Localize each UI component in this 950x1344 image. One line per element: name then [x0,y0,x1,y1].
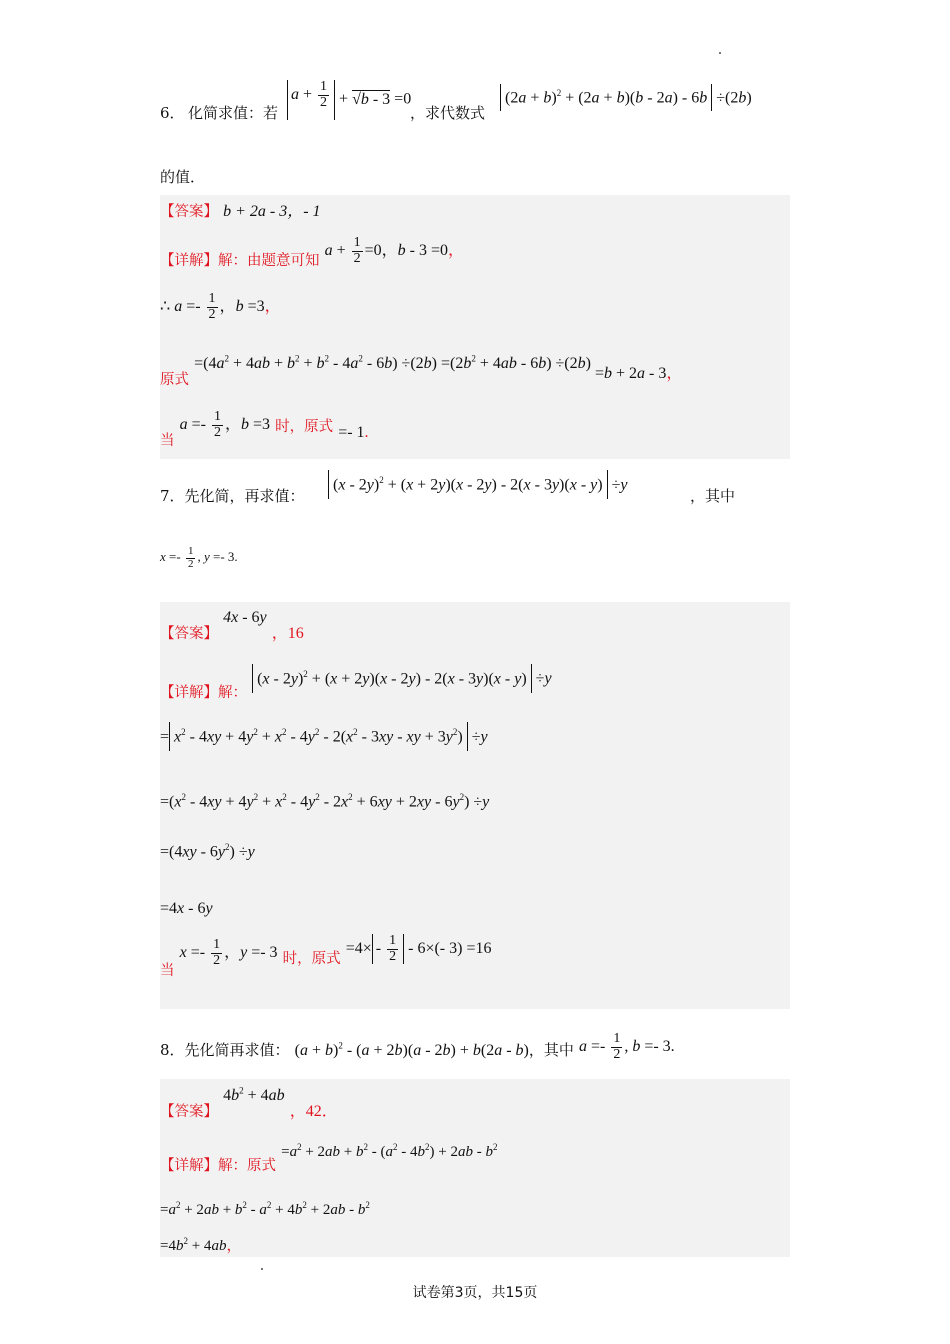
q8-answer-line: 【答案】 $4b^2 + 4ab$ ，42． [160,1085,338,1120]
line3-label: 原式 [160,372,189,388]
detail-lead: 解：由题意可知 [218,252,320,269]
q6-condition: a + $\frac{1}{2}$ + √b - 3 =0 [287,80,411,122]
when-label: 当 [160,432,175,449]
answer-value: ，16 [271,625,304,642]
question-lead: 化简求值：若 [188,104,279,122]
q6-answer-line [160,198,321,221]
answer-value: ，42． [289,1103,338,1120]
question-lead: 先化简，再求值： [184,487,305,505]
when-mid: 时，原式 [282,950,341,967]
detail-lead: 解：原式 [218,1158,276,1174]
q7-step2: = $x^2 - 4xy + 4y^2 + x^2 - 4y^2 - 2(x^2 - 3xy$ - xy + $3y^2) \div y$ [160,722,488,751]
q7-step3: $=(x^2 - 4xy + 4y^2 + x^2 - 4y^2 - 2x^2 + 6xy + 2xy - 6y^2) \div y$ [160,792,490,811]
q7-step5: =4x - 6y [160,900,213,917]
question-7-stem [160,485,305,506]
q7-last-line: 当 x =- $\frac{1}{2}$ ，y =- 3 时，原式 =4× - $\frac{1}{2}$ - 6×(- 3) =16 [160,933,492,979]
question-number: 6． [160,104,185,122]
answer-tag: 【答案】 [160,626,218,642]
question-8-stem: 8．先化简再求值： $(a + b)^2 - (a + 2b)(a - 2b) + b(2a - b)$，其中 a =- $\frac{1}{2}$ , b =- 3. [160,1031,675,1062]
q6-detail-line: 【详解】解：由题意可知 a + $\frac{1}{2}$ =0，b - 3 =0， [160,235,465,269]
q8-step3: $=4b^2 + 4ab$， [160,1236,242,1254]
question-lead: 先化简再求值： [184,1040,290,1059]
question-tail: 的值． [160,168,206,186]
question-tail: ，其中 [690,487,736,505]
answer-value: b + 2a - 3，- 1 [223,203,321,220]
q6-line4: 当 a =- $\frac{1}{2}$ ，b =3 时，原式 =- 1. [160,409,369,449]
question-mid: ，其中 [528,1040,574,1059]
question-mid: ，求代数式 [410,104,486,122]
question-number: 7． [160,487,185,505]
q7-given: x =- $\frac{1}{2}$ , y =- 3. [160,545,238,570]
detail-lead: 解： [218,685,247,702]
answer-expr: 4x - 6y [223,609,267,626]
scan-dot [719,52,721,54]
q7-step4: $=(4xy - 6y^2) \div y$ [160,842,255,861]
q6-line2: ∴ a =- $\frac{1}{2}$ ，b =3， [160,291,281,322]
q8-detail-line: 【详解】解：原式 $=a^2 + 2ab + b^2 - (a^2 - 4b^2) + 2ab - b^2$ [160,1142,498,1174]
answer-tag: 【答案】 [160,204,218,220]
when-mid: 时，原式 [275,418,334,435]
when-label: 当 [160,962,175,979]
q7-detail-line: 【详解】解： (x - 2y)$^2$ + (x + 2y)(x - 2y) - 2(x - 3y)(x - y) ÷y [160,664,552,693]
q7-expression: (x - 2y)$^2$ + (x + 2y)(x - 2y) - 2(x - 3y)(x - y) ÷y [328,470,627,499]
scan-dot [261,1268,263,1270]
page-footer: 试卷第3页，共15页 [412,1285,538,1301]
detail-tag: 【详解】 [160,252,218,269]
detail-tag: 【详解】 [160,685,218,702]
q7-answer-line [160,602,304,642]
q6-line3: 原式 $=(4a^2 + 4ab + b^2 + b^2 - 4a^2 - 6b) \div(2b) =(2b^2 + 4ab - 6b) \div(2b) =b + 2a - 3$， [160,353,683,388]
q6-expression: $(2a + b)^2 + (2a + b)(b - 2a) - 6b \div(2b)$ [500,84,752,120]
detail-tag: 【详解】 [160,1158,218,1174]
answer-tag: 【答案】 [160,1104,218,1120]
question-number: 8． [160,1040,185,1059]
q8-step2: $=a^2 + 2ab + b^2 - a^2 + 4b^2 + 2ab - b^2$ [160,1200,370,1218]
